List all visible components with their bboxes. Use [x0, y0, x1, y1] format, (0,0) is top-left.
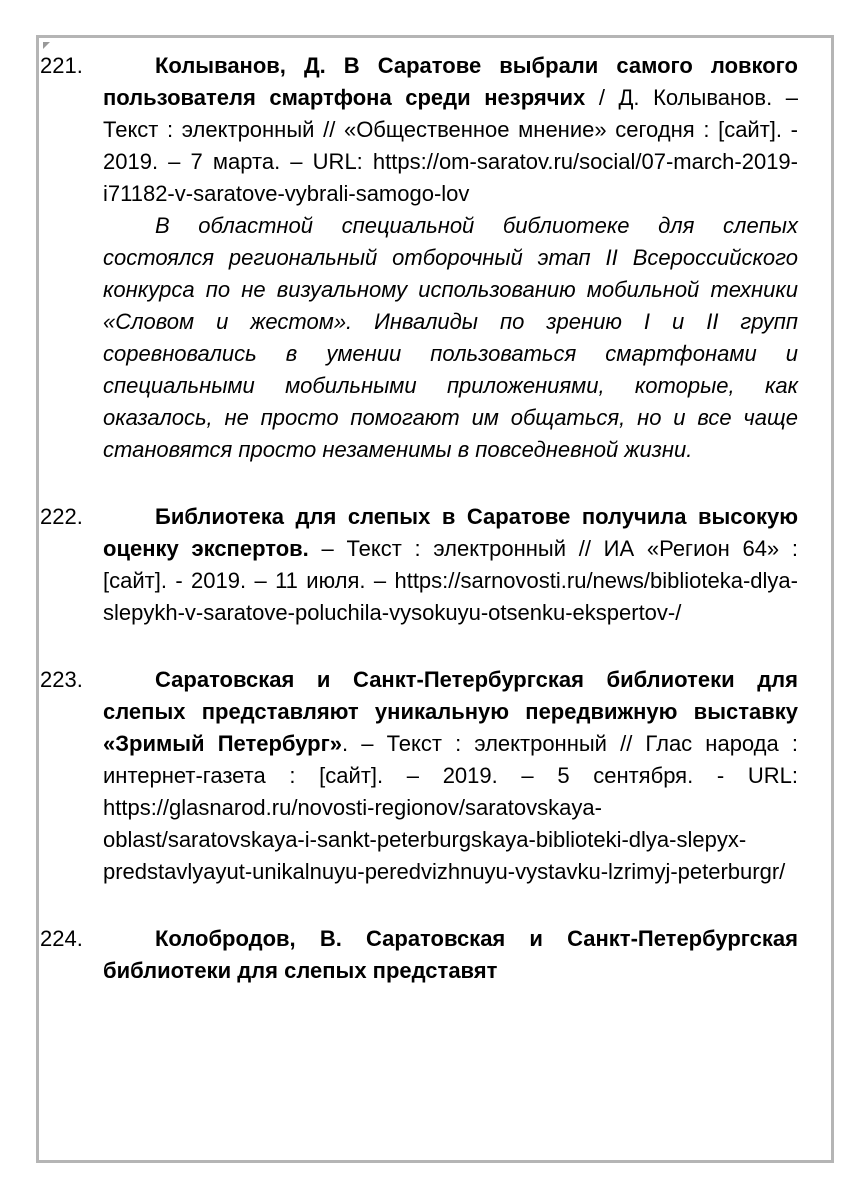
bibliography-entry-224 — [40, 923, 798, 987]
entry-title: Колобродов, В. Саратовская и Санкт-Петербургская библиотеки для слепых представят — [103, 926, 798, 983]
bibliography-entry-221 — [40, 50, 798, 466]
entry-title: Саратовская и Санкт-Петербургская библиотеки для слепых представляют уникальную передвижную выставку «Зримый Петербург» — [103, 667, 798, 756]
bibliography-list — [40, 50, 798, 1022]
entry-reference — [103, 664, 798, 888]
bibliography-entry-223 — [40, 664, 798, 888]
entry-details: . – Текст : электронный // Глас народа : интернет-газета : [сайт]. – 2019. – 5 сентября. - URL: https://glasnarod.ru/novosti-regionov/saratovskaya-oblast/saratovskaya-i-sankt-peterburgskaya-biblioteki-dlya-slepyx-predstavlyayut-unikalnuyu-peredvizhnuyu-vystavku-lzrimyj-peterburgr/ — [103, 731, 798, 884]
entry-reference — [103, 923, 798, 987]
entry-number: 222. — [40, 504, 83, 529]
entry-number: 224. — [40, 926, 83, 951]
entry-title: Колыванов, Д. В Саратове выбрали самого ловкого пользователя смартфона среди незрячих — [103, 53, 798, 110]
entry-title: Библиотека для слепых в Саратове получила высокую оценку экспертов. — [103, 504, 798, 561]
entry-details: / Д. Колыванов. – Текст : электронный // «Общественное мнение» сегодня : [сайт]. - 2019. – 7 марта. – URL: https://om-saratov.ru/social/07-march-2019-i71182-v-saratove-vybrali-samogo-lov — [103, 85, 799, 206]
entry-details: – Текст : электронный // ИА «Регион 64» : [сайт]. - 2019. – 11 июля. – https://sarnovosti.ru/news/biblioteka-dlya-slepykh-v-saratove-poluchila-vysokuyu-otsenku-ekspertov-/ — [103, 536, 798, 625]
entry-number: 223. — [40, 667, 83, 692]
entry-number: 221. — [40, 53, 83, 78]
entry-annotation: В областной специальной библиотеке для слепых состоялся региональный отборочный этап II Всероссийского конкурса по не визуальному использованию мобильной техники «Словом и жестом». Инвалиды по зрению I и II групп соревновались в умении пользоваться смартфонами и специальными мобильными приложениями, которые, как оказалось, не просто помогают им общаться, но и все чаще становятся просто незаменимы в повседневной жизни. — [103, 213, 798, 462]
entry-reference — [103, 50, 798, 210]
entry-reference — [103, 501, 798, 629]
bibliography-entry-222 — [40, 501, 798, 629]
